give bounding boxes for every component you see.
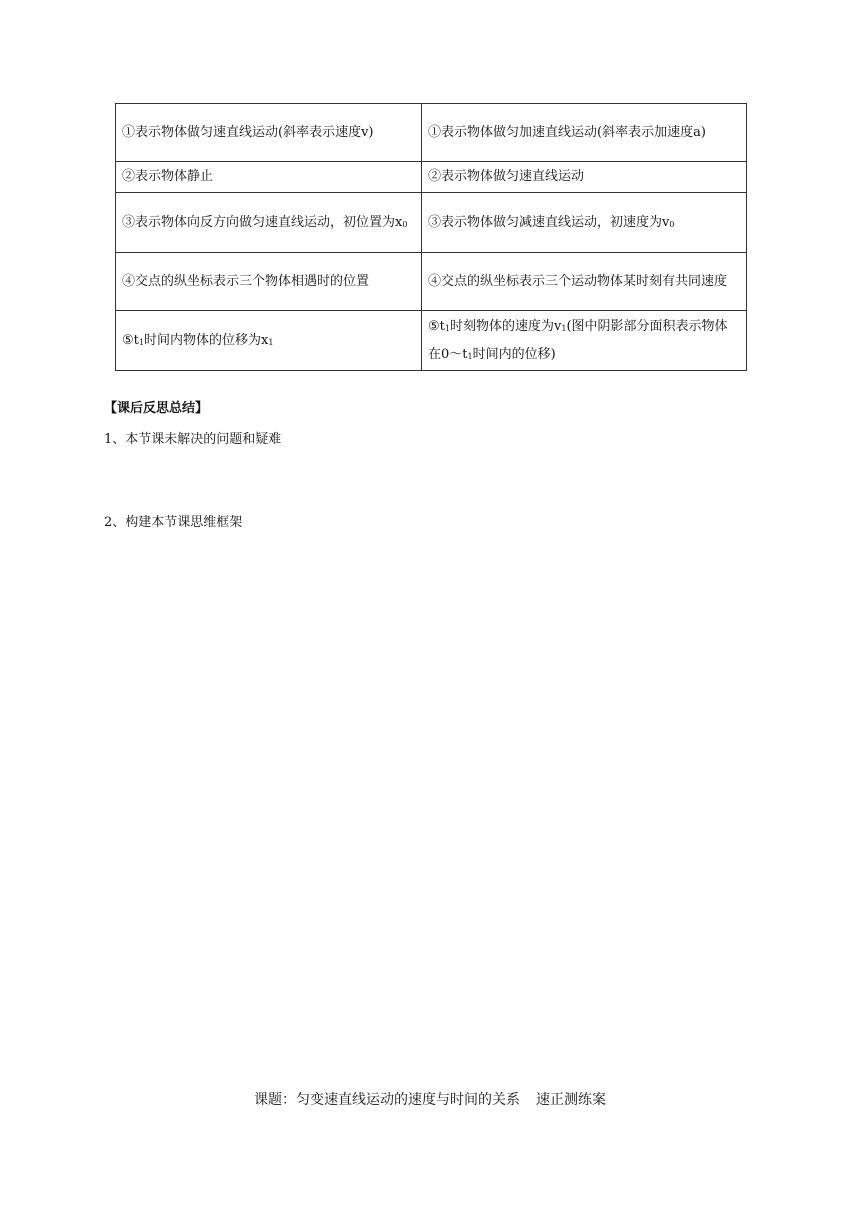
footer-topic: 课题：匀变速直线运动的速度与时间的关系 (254, 1092, 520, 1108)
cell-text: 时刻物体的速度为v (449, 318, 562, 334)
subscript: 1 (444, 323, 450, 333)
subscript: 1 (561, 323, 567, 333)
table-cell-right (422, 311, 747, 371)
cell-text: (图中阴影部分面积表示物体在0～t (428, 318, 728, 362)
table-cell-right (422, 193, 747, 253)
cell-text: ⑤t (122, 332, 139, 348)
subscript: 0 (669, 219, 675, 229)
table-cell-left: ②表示物体静止 (116, 162, 422, 193)
table-cell-right: ②表示物体做匀速直线运动 (422, 162, 747, 193)
cell-text: ③表示物体向反方向做匀速直线运动，初位置为x (122, 214, 403, 230)
cell-text: 时间内的位移) (472, 346, 556, 362)
reflection-item-framework: 2、构建本节课思维框架 (104, 515, 243, 530)
cell-text: ③表示物体做匀减速直线运动，初速度为v (428, 214, 670, 230)
reflection-heading: 【课后反思总结】 (104, 401, 209, 416)
table-cell-left (116, 193, 422, 253)
subscript: 1 (138, 337, 144, 347)
table-cell-right: ①表示物体做匀加速直线运动(斜率表示加速度a) (422, 104, 747, 162)
subscript: 1 (268, 337, 274, 347)
table-cell-left: ①表示物体做匀速直线运动(斜率表示速度v) (116, 104, 422, 162)
reflection-item-unsolved: 1、本节课未解决的问题和疑难 (104, 432, 282, 447)
footer-title (0, 1089, 860, 1109)
table-row (116, 311, 747, 371)
table-row (116, 253, 747, 311)
comparison-table (115, 103, 747, 371)
subscript: 0 (402, 219, 408, 229)
cell-text: 时间内物体的位移为x (143, 332, 269, 348)
table-row (116, 104, 747, 162)
cell-text: ⑤t (428, 318, 445, 334)
table-row (116, 162, 747, 193)
footer-label: 速正测练案 (536, 1092, 606, 1108)
table-row (116, 193, 747, 253)
table-cell-right: ④交点的纵坐标表示三个运动物体某时刻有共同速度 (422, 253, 747, 311)
subscript: 1 (467, 351, 473, 361)
table-cell-left (116, 311, 422, 371)
table-cell-left: ④交点的纵坐标表示三个物体相遇时的位置 (116, 253, 422, 311)
